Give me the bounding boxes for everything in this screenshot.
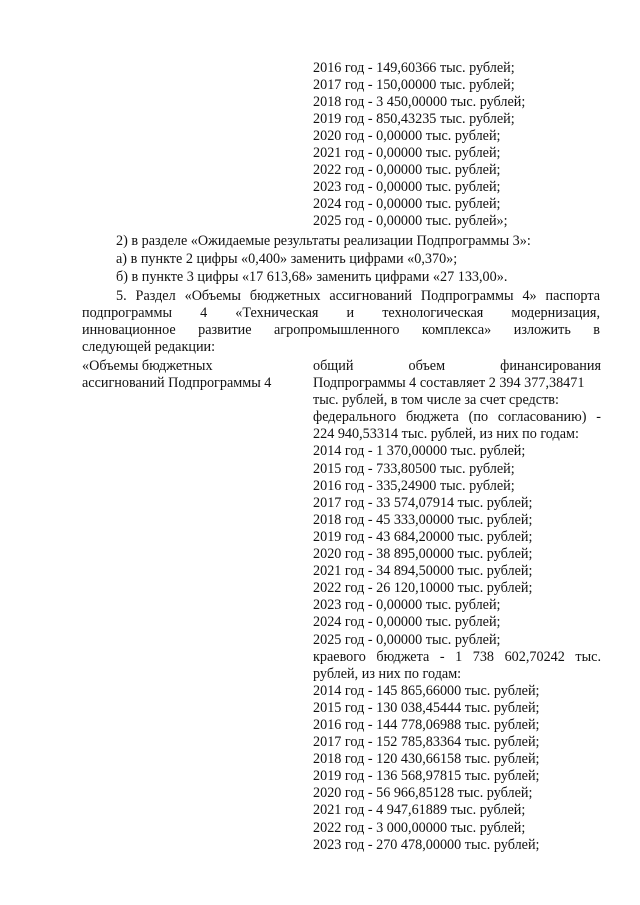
federal-year-line: 2015 год - 733,80500 тыс. рублей; — [313, 460, 515, 477]
federal-year-line: 2020 год - 38 895,00000 тыс. рублей; — [313, 546, 533, 563]
federal-year-line: 2022 год - 26 120,10000 тыс. рублей; — [313, 580, 533, 597]
item-5-line-1: 5. Раздел «Объемы бюджетных ассигнований Подпрограммы 4» паспорта — [116, 288, 600, 304]
year-line: 2020 год - 0,00000 тыс. рублей; — [313, 128, 501, 144]
year-line: 2019 год - 850,43235 тыс. рублей; — [313, 111, 515, 127]
regional-year-line: 2015 год - 130 038,45444 тыс. рублей; — [313, 699, 540, 716]
regional-year-line: 2014 год - 145 865,66000 тыс. рублей; — [313, 682, 540, 699]
federal-year-line: 2016 год - 335,24900 тыс. рублей; — [313, 477, 515, 494]
funding-years-list-continued — [313, 60, 525, 230]
item-5-line-4: следующей редакции: — [82, 339, 216, 355]
federal-year-line: 2021 год - 34 894,50000 тыс. рублей; — [313, 563, 533, 580]
federal-line-1: федерального бюджета (по согласованию) - — [313, 409, 601, 426]
year-line: 2023 год - 0,00000 тыс. рублей; — [313, 179, 501, 195]
item-2-a: а) в пункте 2 цифры «0,400» заменить цифрами «0,370»; — [116, 251, 458, 267]
regional-year-line: 2022 год - 3 000,00000 тыс. рублей; — [313, 819, 526, 836]
section-label-line-2: ассигнований Подпрограммы 4 — [82, 375, 272, 391]
regional-year-line: 2020 год - 56 966,85128 тыс. рублей; — [313, 785, 533, 802]
item-2-b: б) в пункте 3 цифры «17 613,68» заменить цифрами «27 133,00». — [116, 269, 508, 285]
regional-year-line: 2021 год - 4 947,61889 тыс. рублей; — [313, 802, 526, 819]
item-2-heading: 2) в разделе «Ожидаемые результаты реализации Подпрограммы 3»: — [116, 233, 531, 249]
regional-year-line: 2016 год - 144 778,06988 тыс. рублей; — [313, 716, 540, 733]
regional-year-line: 2023 год - 270 478,00000 тыс. рублей; — [313, 836, 540, 853]
federal-year-line: 2025 год - 0,00000 тыс. рублей; — [313, 631, 501, 648]
intro-line-2: Подпрограммы 4 составляет 2 394 377,38471 — [313, 375, 585, 392]
federal-line-2: 224 940,53314 тыс. рублей, из них по годам: — [313, 426, 579, 443]
year-line: 2021 год - 0,00000 тыс. рублей; — [313, 145, 501, 161]
federal-year-line: 2019 год - 43 684,20000 тыс. рублей; — [313, 528, 533, 545]
regional-line-2: рублей, из них по годам: — [313, 665, 462, 682]
intro-line-1: общий объем финансирования — [313, 358, 601, 374]
item-5-line-2: подпрограммы 4 «Техническая и технологическая модернизация, — [82, 305, 600, 321]
year-line: 2016 год - 149,60366 тыс. рублей; — [313, 60, 515, 76]
year-line: 2024 год - 0,00000 тыс. рублей; — [313, 196, 501, 212]
regional-line-1: краевого бюджета - 1 738 602,70242 тыс. — [313, 648, 601, 665]
regional-year-line: 2019 год - 136 568,97815 тыс. рублей; — [313, 768, 540, 785]
regional-year-line: 2017 год - 152 785,83364 тыс. рублей; — [313, 734, 540, 751]
funding-details — [313, 358, 601, 854]
item-5-line-3: инновационное развитие агропромышленного комплекса» изложить в — [82, 322, 600, 338]
section-label — [82, 358, 292, 392]
federal-year-line: 2017 год - 33 574,07914 тыс. рублей; — [313, 494, 533, 511]
federal-year-line: 2024 год - 0,00000 тыс. рублей; — [313, 614, 501, 631]
regional-year-line: 2018 год - 120 430,66158 тыс. рублей; — [313, 751, 540, 768]
year-line: 2025 год - 0,00000 тыс. рублей»; — [313, 213, 508, 229]
year-line: 2018 год - 3 450,00000 тыс. рублей; — [313, 94, 526, 110]
federal-year-line: 2018 год - 45 333,00000 тыс. рублей; — [313, 511, 533, 528]
intro-line-3: тыс. рублей, в том числе за счет средств: — [313, 392, 559, 409]
federal-year-line: 2023 год - 0,00000 тыс. рублей; — [313, 597, 501, 614]
year-line: 2022 год - 0,00000 тыс. рублей; — [313, 162, 501, 178]
federal-year-line: 2014 год - 1 370,00000 тыс. рублей; — [313, 443, 526, 460]
section-label-line-1: «Объемы бюджетных — [82, 358, 213, 374]
year-line: 2017 год - 150,00000 тыс. рублей; — [313, 77, 515, 93]
